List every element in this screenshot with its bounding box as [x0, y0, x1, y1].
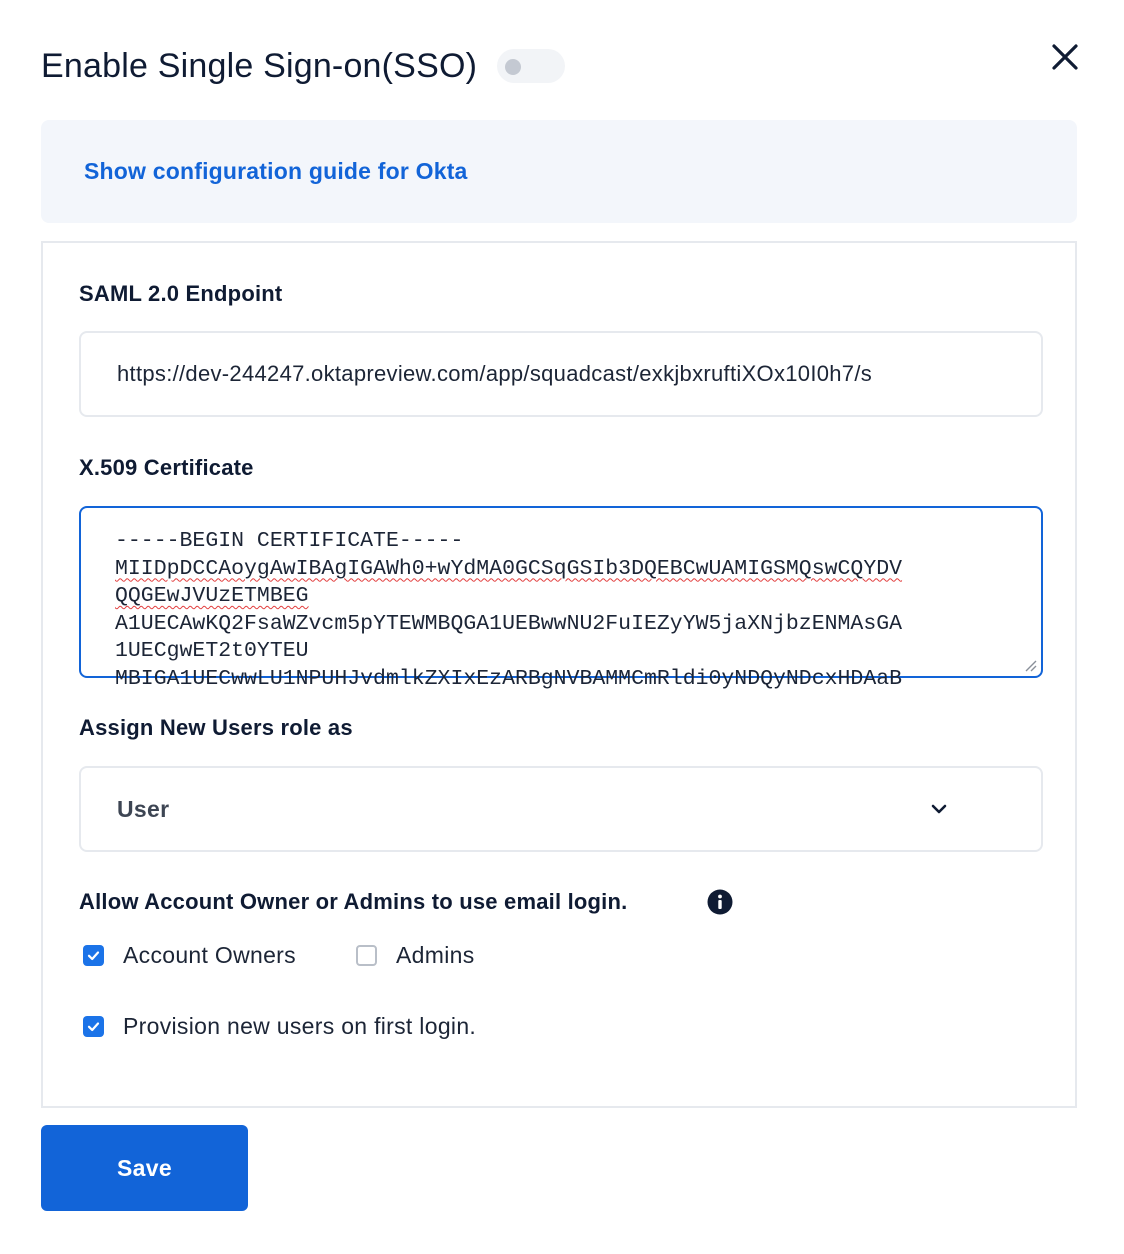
chevron-down-icon — [929, 799, 949, 819]
sso-toggle[interactable] — [497, 49, 565, 83]
cert-line: MBIGA1UECwwLU1NPUHJvdmlkZXIxEzARBgNVBAMMCmRldi0yNDQyNDcxHDAaB — [115, 666, 903, 691]
admins-option[interactable] — [356, 942, 475, 969]
endpoint-label: SAML 2.0 Endpoint — [79, 281, 283, 306]
role-selected-value: User — [117, 795, 170, 822]
close-icon — [1050, 42, 1080, 72]
account-owners-label: Account Owners — [123, 942, 296, 968]
email-login-label: Allow Account Owner or Admins to use email login. — [79, 889, 628, 914]
provision-users-option[interactable] — [83, 1013, 476, 1040]
provision-users-label: Provision new users on first login. — [123, 1013, 477, 1039]
cert-line: MIIDpDCCAoygAwIBAgIGAWh0+wYdMA0GCSqGSIb3DQEBCwUAMIGSMQswCQYDV — [115, 556, 903, 581]
admins-label: Admins — [396, 942, 475, 968]
certificate-label: X.509 Certificate — [79, 455, 254, 480]
check-icon — [86, 1019, 101, 1034]
sso-form-panel — [41, 241, 1077, 1108]
cert-line: -----BEGIN CERTIFICATE----- — [115, 529, 464, 553]
close-button[interactable] — [1050, 42, 1080, 72]
role-select[interactable] — [79, 766, 1043, 852]
info-icon[interactable] — [707, 889, 733, 915]
check-icon — [86, 948, 101, 963]
cert-line: 1UECgwET2t0YTEU — [115, 639, 309, 663]
save-button[interactable]: Save — [41, 1125, 248, 1211]
cert-line: A1UECAwKQ2FsaWZvcm5pYTEWMBQGA1UEBwwNU2FuIEZyYW5jaXNjbzENMAsGA — [115, 611, 903, 636]
modal-header — [41, 40, 1081, 92]
certificate-textarea[interactable] — [79, 506, 1043, 691]
resize-handle-icon[interactable] — [1023, 658, 1037, 672]
admins-checkbox[interactable] — [356, 945, 377, 966]
page-title: Enable Single Sign-on(SSO) — [41, 46, 478, 85]
role-label: Assign New Users role as — [79, 715, 353, 740]
toggle-knob — [505, 59, 521, 75]
config-guide-banner — [41, 120, 1077, 223]
account-owners-option[interactable] — [83, 942, 296, 969]
config-guide-link[interactable]: Show configuration guide for Okta — [84, 158, 468, 184]
endpoint-input[interactable]: https://dev-244247.oktapreview.com/app/squadcast/exkjbxruftiXOx10I0h7/s — [79, 331, 1043, 417]
account-owners-checkbox[interactable] — [83, 945, 104, 966]
cert-line: QQGEwJVUzETMBEG — [115, 584, 309, 608]
provision-users-checkbox[interactable] — [83, 1016, 104, 1037]
